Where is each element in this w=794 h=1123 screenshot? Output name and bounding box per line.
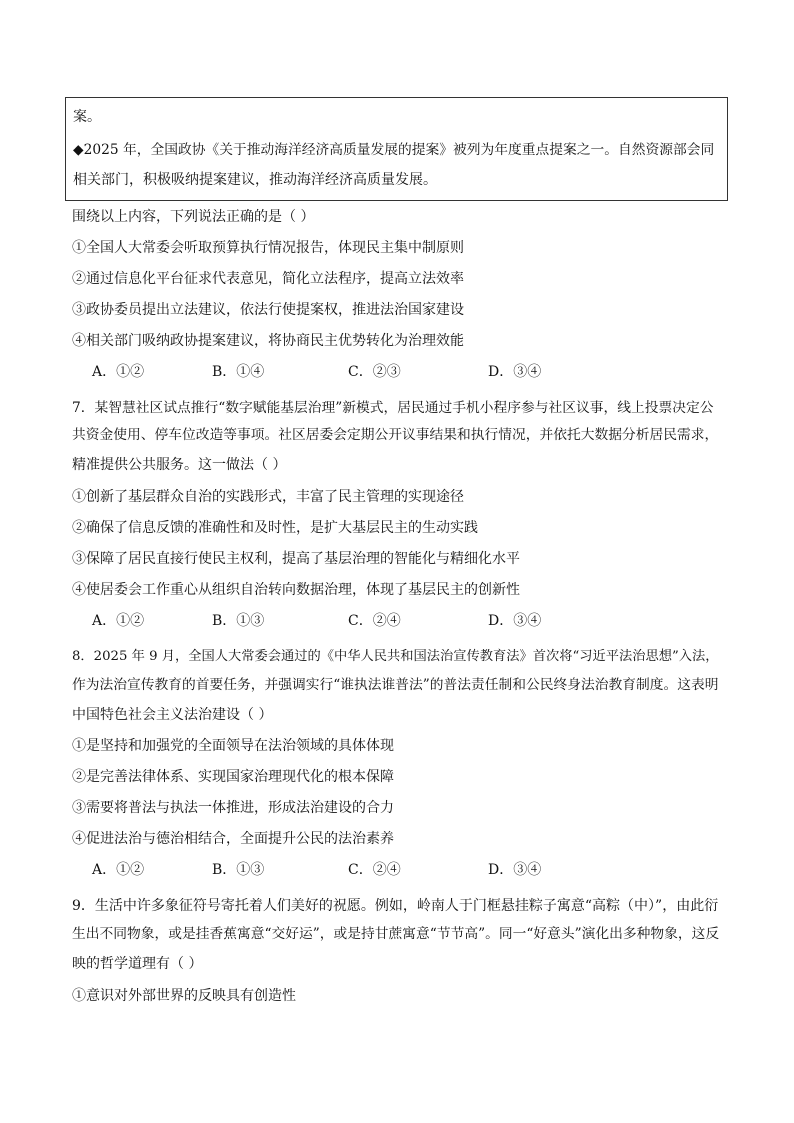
statement-item: ③需要将普法与执法一体推进，形成法治建设的合力 — [72, 800, 394, 816]
option-b[interactable]: B．①③ — [212, 613, 265, 629]
question-7-stem: 7．某智慧社区试点推行“数字赋能基层治理”新模式，居民通过手机小程序参与社区议事，线上投票决定公 — [72, 400, 714, 416]
option-a[interactable]: A．①② — [92, 364, 145, 380]
statement-item: ①创新了基层群众自治的实践形式，丰富了民主管理的实现途径 — [72, 489, 464, 505]
material-box — [65, 97, 728, 201]
question-9-stem: 生出不同物象，或是挂香蕉寓意“交好运”，或是持甘蔗寓意“节节高”。同一“好意头”演化出多种物象，这反 — [72, 926, 720, 942]
material-line: 相关部门，积极吸纳提案建议，推动海洋经济高质量发展。 — [73, 172, 437, 188]
question-9-stem: 9．生活中许多象征符号寄托着人们美好的祝愿。例如，岭南人于门框悬挂粽子寓意“高粽（中）”，由此衍 — [72, 898, 719, 914]
material-line: ◆2025 年，全国政协《关于推动海洋经济高质量发展的提案》被列为年度重点提案之一。自然资源部会同 — [73, 142, 715, 158]
statement-item: ②确保了信息反馈的准确性和及时性，是扩大基层民主的生动实践 — [72, 520, 478, 536]
statement-item: ④促进法治与德治相结合，全面提升公民的法治素养 — [72, 831, 394, 847]
question-9-stem: 映的哲学道理有（ ） — [72, 956, 203, 972]
option-c[interactable]: C．②④ — [348, 613, 401, 629]
option-a[interactable]: A．①② — [92, 613, 145, 629]
option-a[interactable]: A．①② — [92, 862, 145, 878]
statement-item: ②是完善法律体系、实现国家治理现代化的根本保障 — [72, 769, 394, 785]
option-b[interactable]: B．①④ — [212, 364, 265, 380]
question-8-stem: 中国特色社会主义法治建设（ ） — [72, 707, 273, 723]
statement-item: ①是坚持和加强党的全面领导在法治领域的具体体现 — [72, 738, 394, 754]
statement-item: ④相关部门吸纳政协提案建议，将协商民主优势转化为治理效能 — [72, 333, 464, 349]
statement-item: ④使居委会工作重心从组织自治转向数据治理，体现了基层民主的创新性 — [72, 582, 520, 598]
option-d[interactable]: D．③④ — [488, 613, 542, 629]
question-7-stem: 共资金使用、停车位改造等事项。社区居委会定期公开议事结果和执行情况，并依托大数据分析居民需求， — [72, 427, 719, 443]
question-6-stem: 围绕以上内容，下列说法正确的是（ ） — [72, 209, 315, 225]
question-8-stem: 作为法治宣传教育的首要任务，并强调实行“谁执法谁普法”的普法责任制和公民终身法治教育制度。这表明 — [72, 677, 719, 693]
option-c[interactable]: C．②④ — [348, 862, 401, 878]
question-7-stem: 精准提供公共服务。这一做法（ ） — [72, 457, 287, 473]
statement-item: ①意识对外部世界的反映具有创造性 — [72, 988, 296, 1004]
option-c[interactable]: C．②③ — [348, 364, 401, 380]
question-8-stem: 8．2025 年 9 月，全国人大常委会通过的《中华人民共和国法治宣传教育法》首次将“习近平法治思想”入法， — [72, 649, 719, 664]
statement-item: ②通过信息化平台征求代表意见，简化立法程序，提高立法效率 — [72, 271, 464, 287]
option-b[interactable]: B．①③ — [212, 862, 265, 878]
statement-item: ③政协委员提出立法建议，依法行使提案权，推进法治国家建设 — [72, 302, 464, 318]
statement-item: ①全国人大常委会听取预算执行情况报告，体现民主集中制原则 — [72, 240, 464, 256]
material-line: 案。 — [73, 109, 101, 125]
statement-item: ③保障了居民直接行使民主权利，提高了基层治理的智能化与精细化水平 — [72, 551, 520, 567]
option-d[interactable]: D．③④ — [488, 364, 542, 380]
option-d[interactable]: D．③④ — [488, 862, 542, 878]
